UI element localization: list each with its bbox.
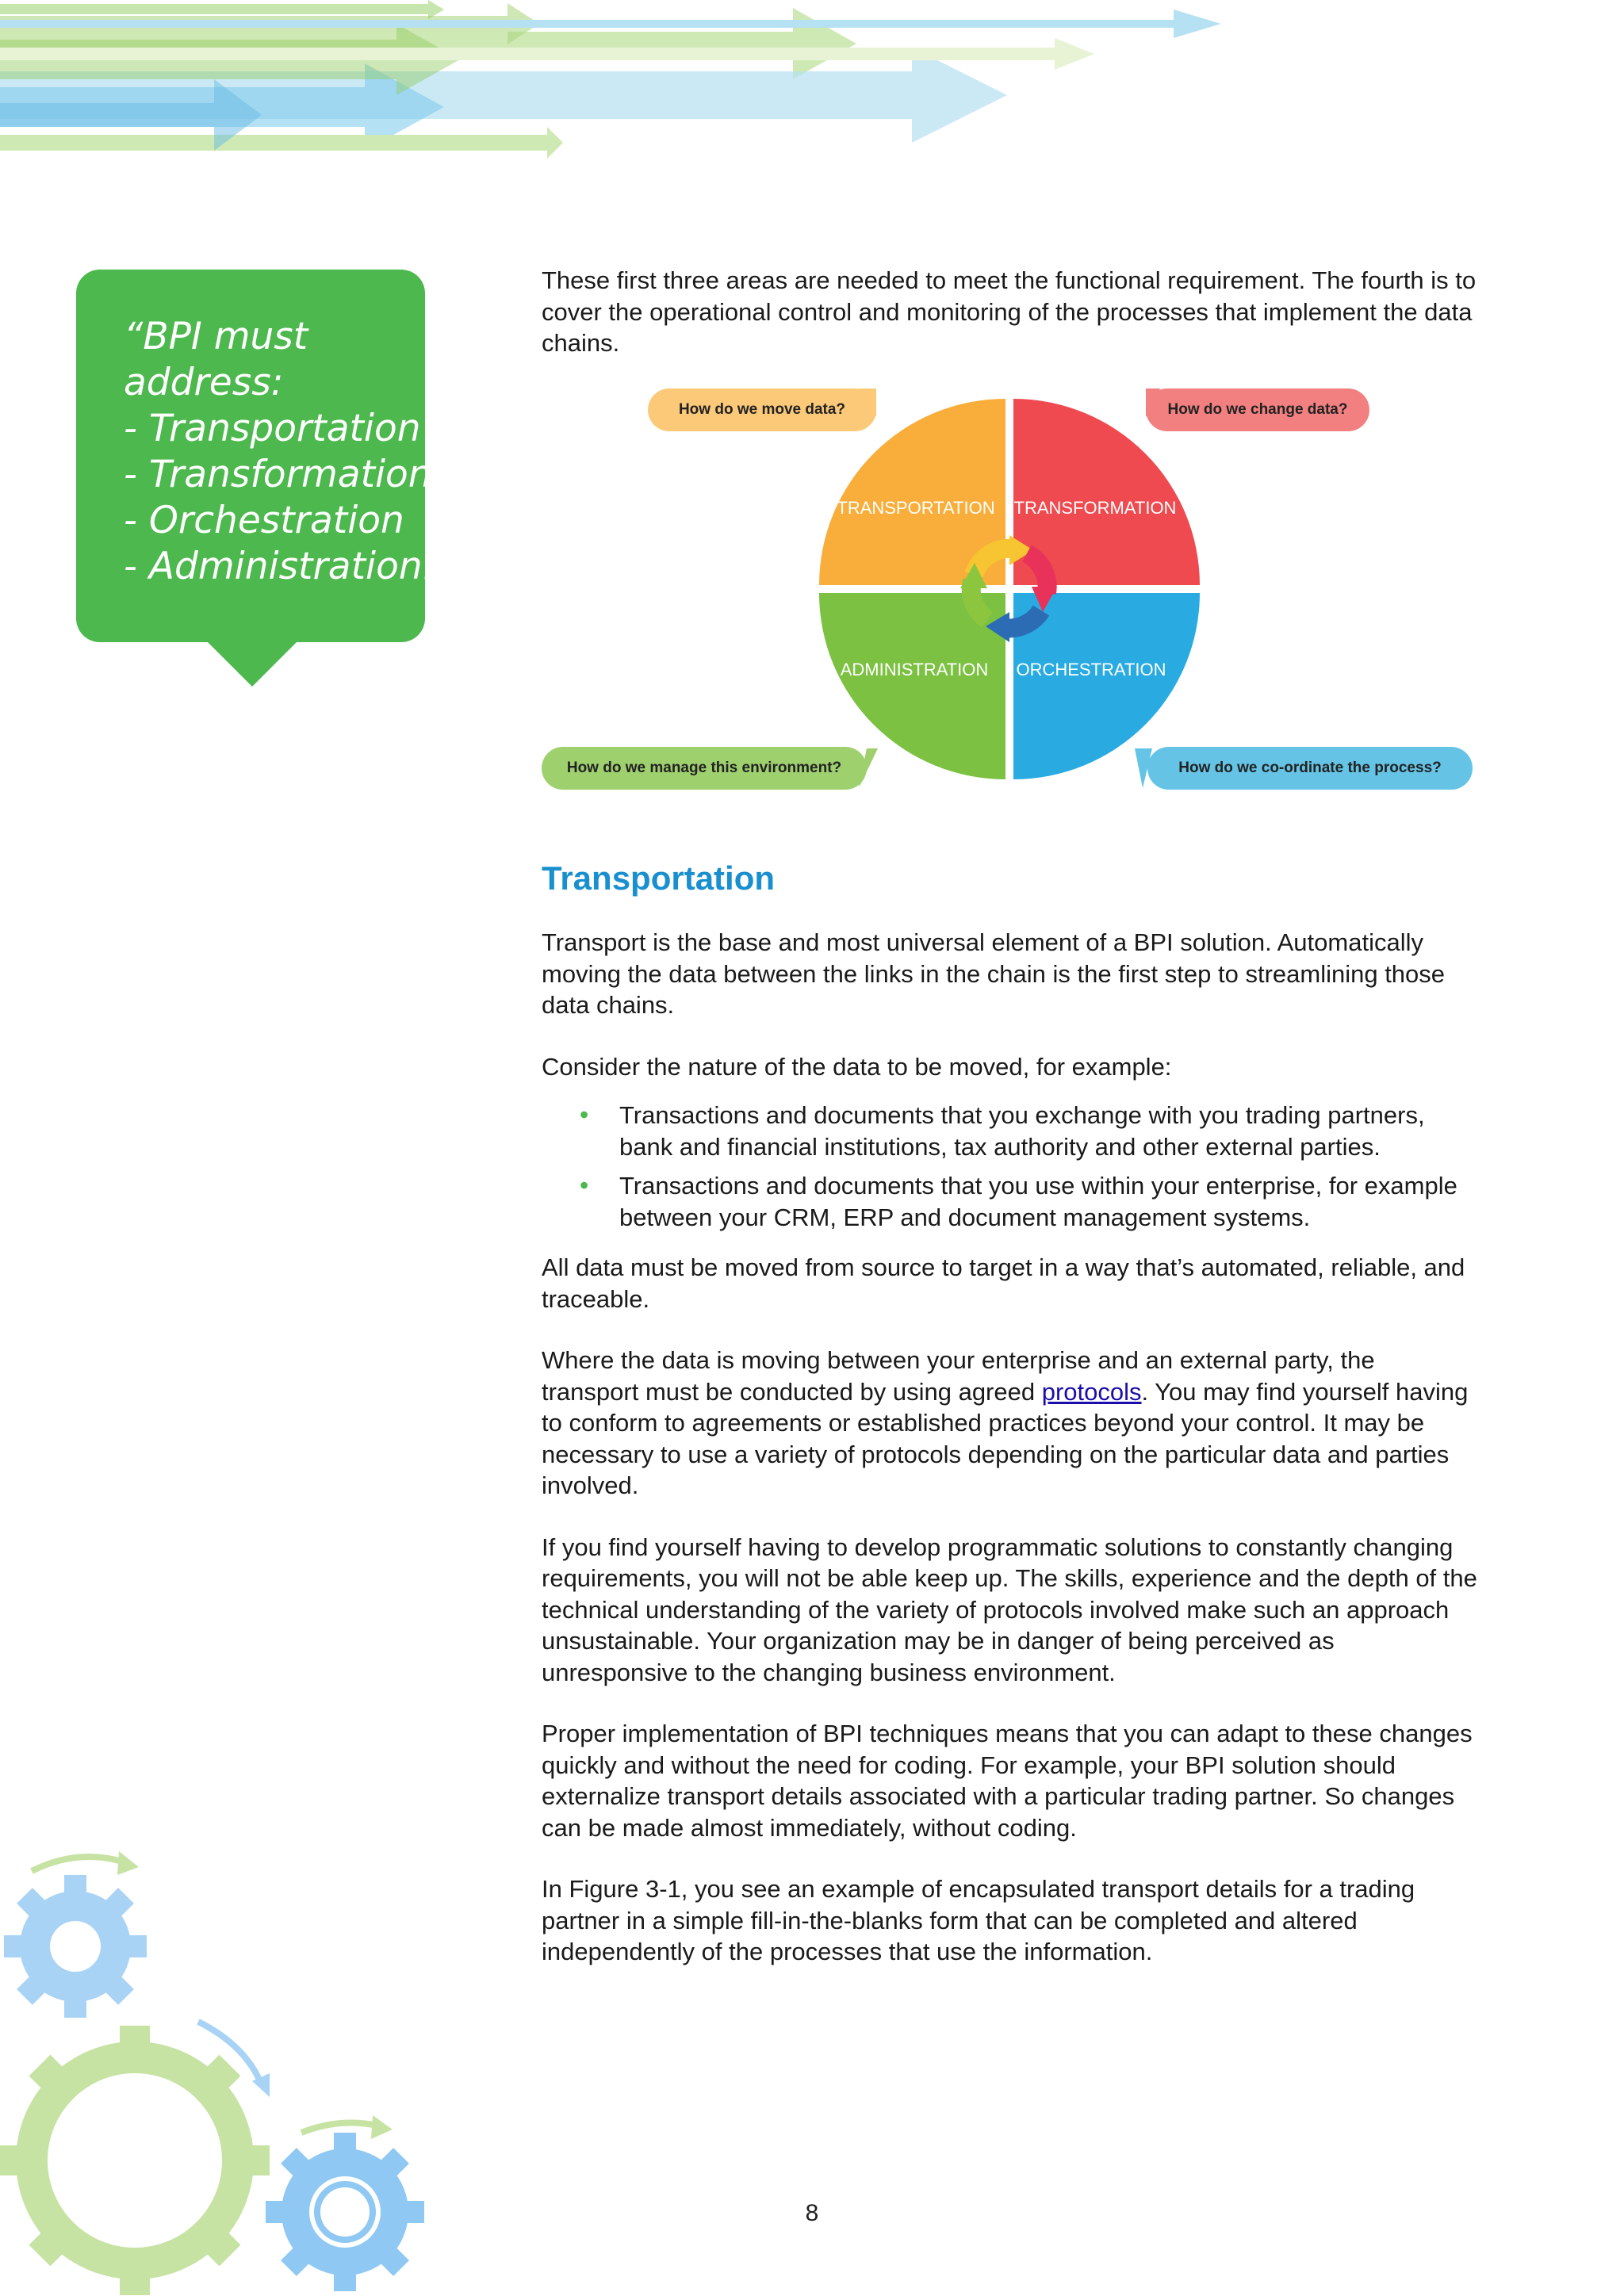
section-title: Transportation xyxy=(542,859,776,897)
quote-callout-tail xyxy=(206,641,298,687)
paragraph: Consider the nature of the data to be moved, for example: xyxy=(542,1052,1172,1081)
paragraph: In Figure 3-1, you see an example of encapsulated transport details for a trading partner in a simple fill-in-the-blanks form that can be completed and altered independently of the processes that use the information. xyxy=(542,1875,1415,1965)
quote-line: address: xyxy=(124,361,284,404)
coordinate-process-text: How do we co-ordinate the process? xyxy=(1178,760,1442,776)
bpi-quadrant-diagram xyxy=(542,373,1477,817)
bullet-list xyxy=(542,1100,1477,1233)
coordinate-process-bubble xyxy=(1147,747,1473,790)
paragraph-text: . You may find yourself having to conform to agreements or established practices beyond your control. It may be necessary to use a variety of protocols depending on the particular data and parties involved. xyxy=(542,1377,1469,1499)
quote-line: “BPI must xyxy=(124,315,308,358)
orchestration-label: ORCHESTRATION xyxy=(1016,660,1166,679)
change-data-bubble xyxy=(1146,388,1369,431)
manage-environment-bubble xyxy=(542,747,867,790)
list-item xyxy=(580,1170,1477,1233)
quote-line: - Transportation xyxy=(124,407,421,450)
move-data-bubble xyxy=(648,388,876,431)
page-number: 8 xyxy=(805,2200,819,2226)
change-data-text: How do we change data? xyxy=(1167,401,1348,418)
quote-line: - Administration.“ xyxy=(124,545,454,588)
paragraph: If you find yourself having to develop programmatic solutions to constantly changing requirements, you will not be able keep up. The skills, experience and the depth of the technical understanding of the variety of protocols involved make such an approach unsustainable. Your organization may be in danger of being perceived as unresponsive to the changing business environment. xyxy=(542,1533,1477,1686)
list-item-text: Transactions and documents that you use within your enterprise, for example between your CRM, ERP and document management systems. xyxy=(619,1172,1457,1231)
quote-callout xyxy=(76,270,454,642)
list-item-text: Transactions and documents that you exchange with you trading partners, bank and financial institutions, tax authority and other external parties. xyxy=(619,1101,1425,1161)
header-arrows-decoration xyxy=(0,0,1269,174)
intro-paragraph: These first three areas are needed to meet the functional requirement. The fourth is to cover the operational control and monitoring of the processes that implement the data chains. xyxy=(542,266,1477,357)
list-item xyxy=(580,1100,1477,1162)
paragraph xyxy=(542,1345,1477,1502)
bullet-icon: • xyxy=(580,1171,589,1200)
administration-label: ADMINISTRATION xyxy=(840,660,989,679)
manage-environment-text: How do we manage this environment? xyxy=(566,760,842,776)
paragraph-text: Where the data is moving between your enterprise and an external party, the transport must be conducted by using agreed xyxy=(542,1346,1375,1406)
transportation-section xyxy=(542,859,1477,1998)
transformation-label: TRANSFORMATION xyxy=(1013,498,1177,518)
quote-line: - Orchestration xyxy=(124,499,404,542)
gears-decoration xyxy=(0,1839,476,2296)
bullet-icon: • xyxy=(580,1100,589,1129)
paragraph: Transport is the base and most universal element of a BPI solution. Automatically moving the data between the links in the chain is the first step to streamlining those data chains. xyxy=(542,928,1446,1019)
transportation-label: TRANSPORTATION xyxy=(837,498,995,518)
protocols-link[interactable]: protocols xyxy=(1041,1377,1142,1406)
paragraph: All data must be moved from source to target in a way that’s automated, reliable, and traceable. xyxy=(542,1253,1465,1313)
move-data-text: How do we move data? xyxy=(678,401,846,418)
paragraph: Proper implementation of BPI techniques means that you can adapt to these changes quickly and without the need for coding. For example, your BPI solution should externalize transport details associated with a particular trading partner. So changes can be made almost immediately, without coding. xyxy=(542,1720,1473,1842)
quote-line: - Transformation xyxy=(124,453,432,496)
